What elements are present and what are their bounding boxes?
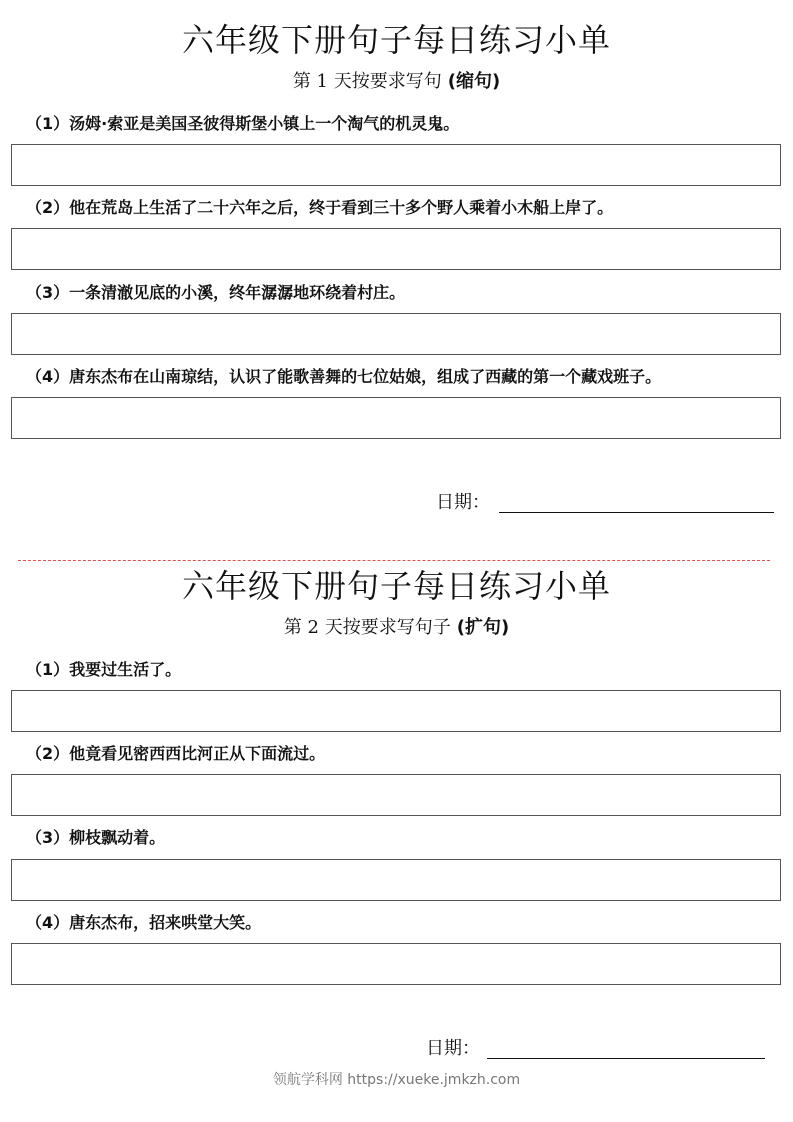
sheet2-subtitle-tag: (扩句)	[456, 617, 510, 638]
sheet2-subtitle-text: 第 2 天按要求写句子	[283, 617, 451, 638]
sheet1-question-1: （1）汤姆·索亚是美国圣彼得斯堡小镇上一个淘气的机灵鬼。	[26, 114, 460, 133]
sheet2-question-3: （3）柳枝飘动着。	[26, 828, 166, 847]
sheet1-answer-box-3[interactable]	[11, 313, 781, 355]
sheet1-title: 六年级下册句子每日练习小单	[181, 21, 611, 59]
sheet2-answer-box-3[interactable]	[11, 859, 781, 901]
sheet1-subtitle-text: 第 1 天按要求写句	[292, 71, 442, 92]
cut-line-divider	[18, 560, 770, 561]
sheet2-question-1: （1）我要过生活了。	[26, 660, 182, 679]
sheet1-question-3: （3）一条清澈见底的小溪，终年潺潺地环绕着村庄。	[26, 283, 406, 302]
sheet1-date-line[interactable]	[499, 512, 774, 513]
sheet1-subtitle	[0, 70, 793, 94]
sheet2-date-label: 日期：	[426, 1038, 480, 1059]
sheet2-answer-box-1[interactable]	[11, 690, 781, 732]
sheet2-answer-box-2[interactable]	[11, 774, 781, 816]
sheet1-question-2: （2）他在荒岛上生活了二十六年之后，终于看到三十多个野人乘着小木船上岸了。	[26, 198, 614, 217]
sheet2-question-2: （2）他竟看见密西西比河正从下面流过。	[26, 744, 326, 763]
sheet1-answer-box-2[interactable]	[11, 228, 781, 270]
sheet1-date-label: 日期：	[436, 492, 490, 513]
sheet2-answer-box-4[interactable]	[11, 943, 781, 985]
sheet1-answer-box-4[interactable]	[11, 397, 781, 439]
sheet2-subtitle	[0, 616, 793, 640]
sheet2-title: 六年级下册句子每日练习小单	[181, 567, 611, 605]
sheet1-answer-box-1[interactable]	[11, 144, 781, 186]
sheet2-date-line[interactable]	[487, 1058, 765, 1059]
sheet1-subtitle-tag: (缩句)	[447, 71, 501, 92]
sheet1-question-4: （4）唐东杰布在山南琼结，认识了能歌善舞的七位姑娘，组成了西藏的第一个藏戏班子。	[26, 367, 662, 386]
footer-watermark: 领航学科网 https://xueke.jmkzh.com	[272, 1072, 521, 1088]
sheet2-question-4: （4）唐东杰布，招来哄堂大笑。	[26, 913, 262, 932]
